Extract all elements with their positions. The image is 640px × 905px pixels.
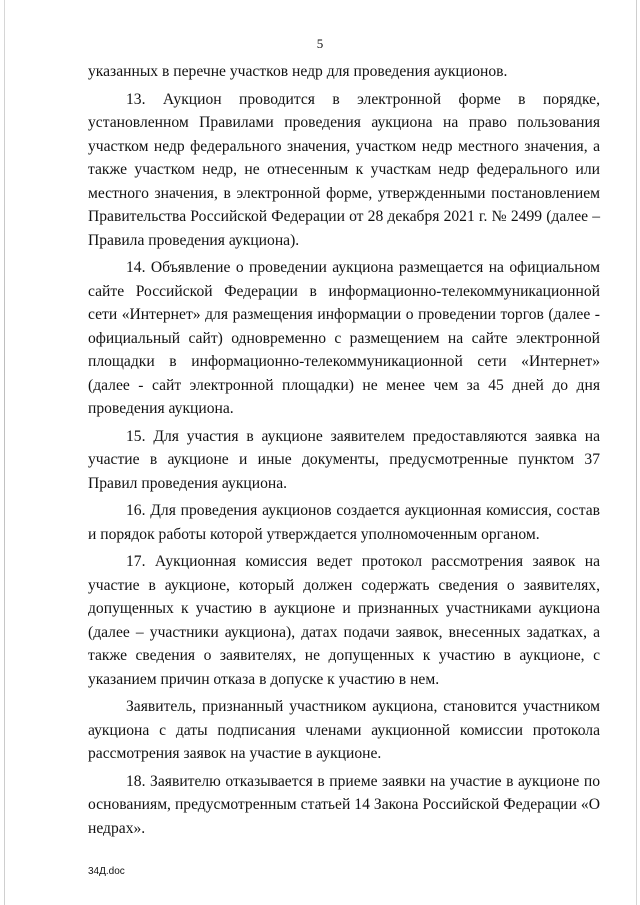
scan-edge-right [636, 0, 637, 905]
paragraph-15: 15. Для участия в аукционе заявителем предоставляются заявка на участие в аукционе и иные документы, предусмотренные пунктом 37 Правил проведения аукциона. [88, 427, 600, 492]
paragraph-13: 13. Аукцион проводится в электронной форме в порядке, установленном Правилами проведения аукциона на право пользования участком недр федерального значения, участком недр местного значения, а также участком недр, не отнесенным к участкам недр федерального или местного значения, в электронной форме, утвержденными постановлением Правительства Российской Федерации от 28 декабря 2021 г. № 2499 (далее – Правила проведения аукциона). [88, 90, 600, 249]
paragraph-continuation: указанных в перечне участков недр для проведения аукционов. [88, 63, 508, 80]
paragraph-17: 17. Аукционная комиссия ведет протокол рассмотрения заявок на участие в аукционе, который должен содержать сведения о заявителях, допущенных к участию в аукционе и признанных участниками аукциона (далее – участники аукциона), датах подачи заявок, внесенных задатках, а также сведения о заявителях, не допущенных к участию в аукционе, с указанием причин отказа в допуске к участию в нем. [88, 553, 600, 688]
scan-edge-left [4, 0, 5, 905]
paragraph-18: 18. Заявителю отказывается в приеме заявки на участие в аукционе по основаниям, предусмотренным статьей 14 Закона Российской Федерации «О недрах». [88, 772, 600, 837]
document-body [88, 60, 600, 844]
page-number: 5 [316, 36, 324, 51]
footer-filename: 34Д.doc [88, 866, 125, 877]
paragraph-16: 16. Для проведения аукционов создается аукционная комиссия, состав и порядок работы которой утверждается уполномоченным органом. [88, 502, 600, 543]
paragraph-17-participant: Заявитель, признанный участником аукциона, становится участником аукциона с даты подписания членами аукционной комиссии протокола рассмотрения заявок на участие в аукционе. [88, 698, 600, 762]
paragraph-14: 14. Объявление о проведении аукциона размещается на официальном сайте Российской Федерации в информационно-телекоммуникационной сети «Интернет» для размещения информации о проведении торгов (далее - официальный сайт) одновременно с размещением на сайте электронной площадки в информационно-телекоммуникационной сети «Интернет» (далее - сайт электронной площадки) не менее чем за 45 дней до дня проведения аукциона. [88, 259, 600, 417]
